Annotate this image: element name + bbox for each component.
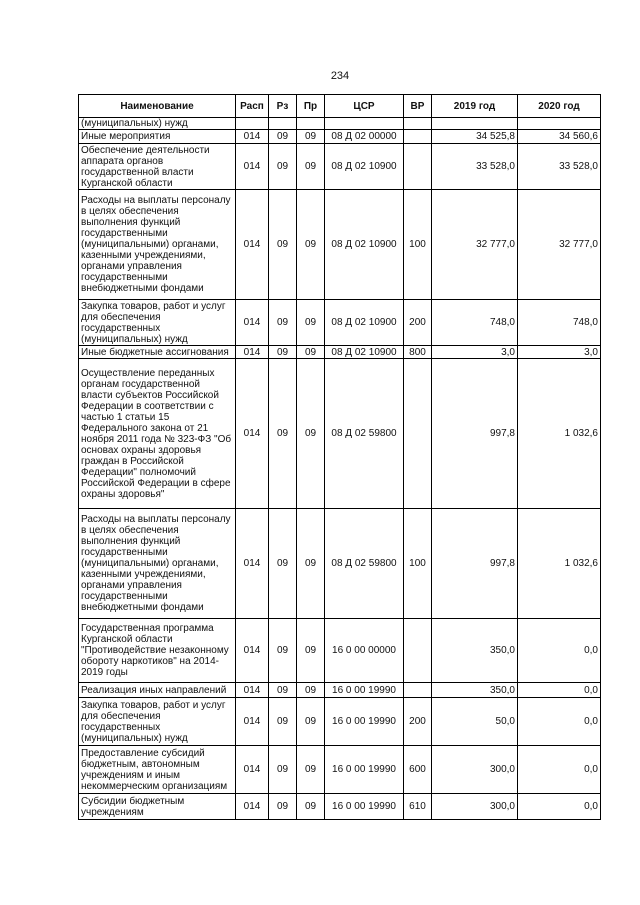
table-row — [79, 118, 601, 130]
cell-rz: 09 — [269, 346, 297, 359]
cell-vr: 200 — [404, 300, 432, 346]
cell-rasp — [236, 118, 269, 130]
header-name: Наименование — [79, 95, 236, 118]
cell-2019: 3,0 — [432, 346, 518, 359]
cell-2020: 1 032,6 — [518, 509, 601, 619]
cell-pr: 09 — [297, 190, 325, 300]
cell-2019: 50,0 — [432, 698, 518, 746]
cell-csr: 08 Д 02 10900 — [325, 144, 404, 190]
cell-vr: 600 — [404, 746, 432, 794]
cell-csr: 16 0 00 00000 — [325, 619, 404, 683]
cell-rasp: 014 — [236, 144, 269, 190]
cell-2019 — [432, 118, 518, 130]
cell-rasp: 014 — [236, 619, 269, 683]
cell-rz: 09 — [269, 746, 297, 794]
cell-2019: 350,0 — [432, 619, 518, 683]
cell-name: Иные бюджетные ассигнования — [79, 346, 236, 359]
cell-pr: 09 — [297, 346, 325, 359]
cell-rz: 09 — [269, 300, 297, 346]
cell-2019: 300,0 — [432, 794, 518, 820]
table-header — [79, 95, 601, 118]
cell-pr: 09 — [297, 794, 325, 820]
cell-2020: 0,0 — [518, 794, 601, 820]
cell-name: Расходы на выплаты персоналу в целях обеспечения выполнения функций государственными (муниципальными) органами, казенными учреждениями, органами управления государственными внебюджетными фондами — [79, 509, 236, 619]
cell-rz: 09 — [269, 509, 297, 619]
cell-2020: 34 560,6 — [518, 130, 601, 144]
cell-pr: 09 — [297, 144, 325, 190]
cell-rasp: 014 — [236, 509, 269, 619]
table-row — [79, 619, 601, 683]
cell-csr: 08 Д 02 10900 — [325, 300, 404, 346]
cell-2019: 33 528,0 — [432, 144, 518, 190]
cell-vr — [404, 130, 432, 144]
cell-pr: 09 — [297, 359, 325, 509]
cell-rz: 09 — [269, 683, 297, 698]
header-vr: ВР — [404, 95, 432, 118]
cell-2020: 1 032,6 — [518, 359, 601, 509]
cell-csr — [325, 118, 404, 130]
cell-2019: 34 525,8 — [432, 130, 518, 144]
cell-vr — [404, 683, 432, 698]
cell-pr: 09 — [297, 509, 325, 619]
table-row — [79, 698, 601, 746]
budget-table — [78, 94, 601, 820]
cell-2020: 748,0 — [518, 300, 601, 346]
cell-vr — [404, 144, 432, 190]
cell-vr — [404, 619, 432, 683]
table-row — [79, 509, 601, 619]
cell-2019: 997,8 — [432, 509, 518, 619]
cell-rasp: 014 — [236, 130, 269, 144]
table-row — [79, 683, 601, 698]
cell-rz — [269, 118, 297, 130]
table-row — [79, 144, 601, 190]
cell-csr: 08 Д 02 10900 — [325, 190, 404, 300]
cell-rz: 09 — [269, 359, 297, 509]
cell-rz: 09 — [269, 794, 297, 820]
header-2019: 2019 год — [432, 95, 518, 118]
page-number: 234 — [330, 70, 350, 82]
cell-vr: 800 — [404, 346, 432, 359]
cell-csr: 16 0 00 19990 — [325, 683, 404, 698]
table-row — [79, 190, 601, 300]
cell-2020: 0,0 — [518, 619, 601, 683]
header-rz: Рз — [269, 95, 297, 118]
cell-vr: 610 — [404, 794, 432, 820]
cell-csr: 16 0 00 19990 — [325, 746, 404, 794]
cell-name: Субсидии бюджетным учреждениям — [79, 794, 236, 820]
cell-pr: 09 — [297, 619, 325, 683]
header-csr: ЦСР — [325, 95, 404, 118]
cell-2019: 997,8 — [432, 359, 518, 509]
cell-2020: 3,0 — [518, 346, 601, 359]
table-row — [79, 359, 601, 509]
cell-2020: 32 777,0 — [518, 190, 601, 300]
cell-pr: 09 — [297, 698, 325, 746]
cell-pr: 09 — [297, 746, 325, 794]
header-2020: 2020 год — [518, 95, 601, 118]
cell-rasp: 014 — [236, 746, 269, 794]
cell-pr: 09 — [297, 683, 325, 698]
cell-rz: 09 — [269, 144, 297, 190]
cell-rz: 09 — [269, 619, 297, 683]
cell-name: (муниципальных) нужд — [79, 118, 236, 130]
cell-csr: 16 0 00 19990 — [325, 698, 404, 746]
table-row — [79, 746, 601, 794]
cell-name: Государственная программа Курганской области "Противодействие незаконному обороту наркотиков" на 2014-2019 годы — [79, 619, 236, 683]
table-row — [79, 300, 601, 346]
table-row — [79, 130, 601, 144]
cell-2019: 300,0 — [432, 746, 518, 794]
cell-rasp: 014 — [236, 698, 269, 746]
cell-name: Расходы на выплаты персоналу в целях обеспечения выполнения функций государственными (муниципальными) органами, казенными учреждениями, органами управления государственными внебюджетными фондами — [79, 190, 236, 300]
cell-csr: 16 0 00 19990 — [325, 794, 404, 820]
cell-vr — [404, 359, 432, 509]
header-pr: Пр — [297, 95, 325, 118]
cell-vr: 200 — [404, 698, 432, 746]
cell-pr — [297, 118, 325, 130]
cell-rz: 09 — [269, 130, 297, 144]
cell-rz: 09 — [269, 698, 297, 746]
cell-2019: 32 777,0 — [432, 190, 518, 300]
cell-2019: 350,0 — [432, 683, 518, 698]
cell-csr: 08 Д 02 59800 — [325, 509, 404, 619]
table-row — [79, 794, 601, 820]
cell-vr: 100 — [404, 190, 432, 300]
cell-2020: 0,0 — [518, 746, 601, 794]
cell-pr: 09 — [297, 300, 325, 346]
cell-vr: 100 — [404, 509, 432, 619]
cell-csr: 08 Д 02 59800 — [325, 359, 404, 509]
cell-rasp: 014 — [236, 359, 269, 509]
cell-2020: 0,0 — [518, 683, 601, 698]
table-body — [79, 118, 601, 820]
cell-name: Осуществление переданных органам государственной власти субъектов Российской Федерации в соответствии с частью 1 статьи 15 Федерального закона от 21 ноября 2011 года № 323-ФЗ "Об основах охраны здоровья граждан в Российской Федерации" полномочий Российской Федерации в сфере охраны здоровья" — [79, 359, 236, 509]
cell-vr — [404, 118, 432, 130]
cell-name: Предоставление субсидий бюджетным, автономным учреждениям и иным некоммерческим организациям — [79, 746, 236, 794]
cell-csr: 08 Д 02 00000 — [325, 130, 404, 144]
cell-2020: 0,0 — [518, 698, 601, 746]
cell-2019: 748,0 — [432, 300, 518, 346]
cell-rasp: 014 — [236, 190, 269, 300]
header-rasp: Расп — [236, 95, 269, 118]
cell-pr: 09 — [297, 130, 325, 144]
cell-csr: 08 Д 02 10900 — [325, 346, 404, 359]
cell-name: Закупка товаров, работ и услуг для обеспечения государственных (муниципальных) нужд — [79, 300, 236, 346]
cell-name: Закупка товаров, работ и услуг для обеспечения государственных (муниципальных) нужд — [79, 698, 236, 746]
cell-name: Обеспечение деятельности аппарата органов государственной власти Курганской области — [79, 144, 236, 190]
cell-rasp: 014 — [236, 346, 269, 359]
cell-name: Иные мероприятия — [79, 130, 236, 144]
cell-rasp: 014 — [236, 794, 269, 820]
cell-2020 — [518, 118, 601, 130]
cell-2020: 33 528,0 — [518, 144, 601, 190]
table-row — [79, 346, 601, 359]
cell-rasp: 014 — [236, 300, 269, 346]
cell-name: Реализация иных направлений — [79, 683, 236, 698]
cell-rasp: 014 — [236, 683, 269, 698]
cell-rz: 09 — [269, 190, 297, 300]
